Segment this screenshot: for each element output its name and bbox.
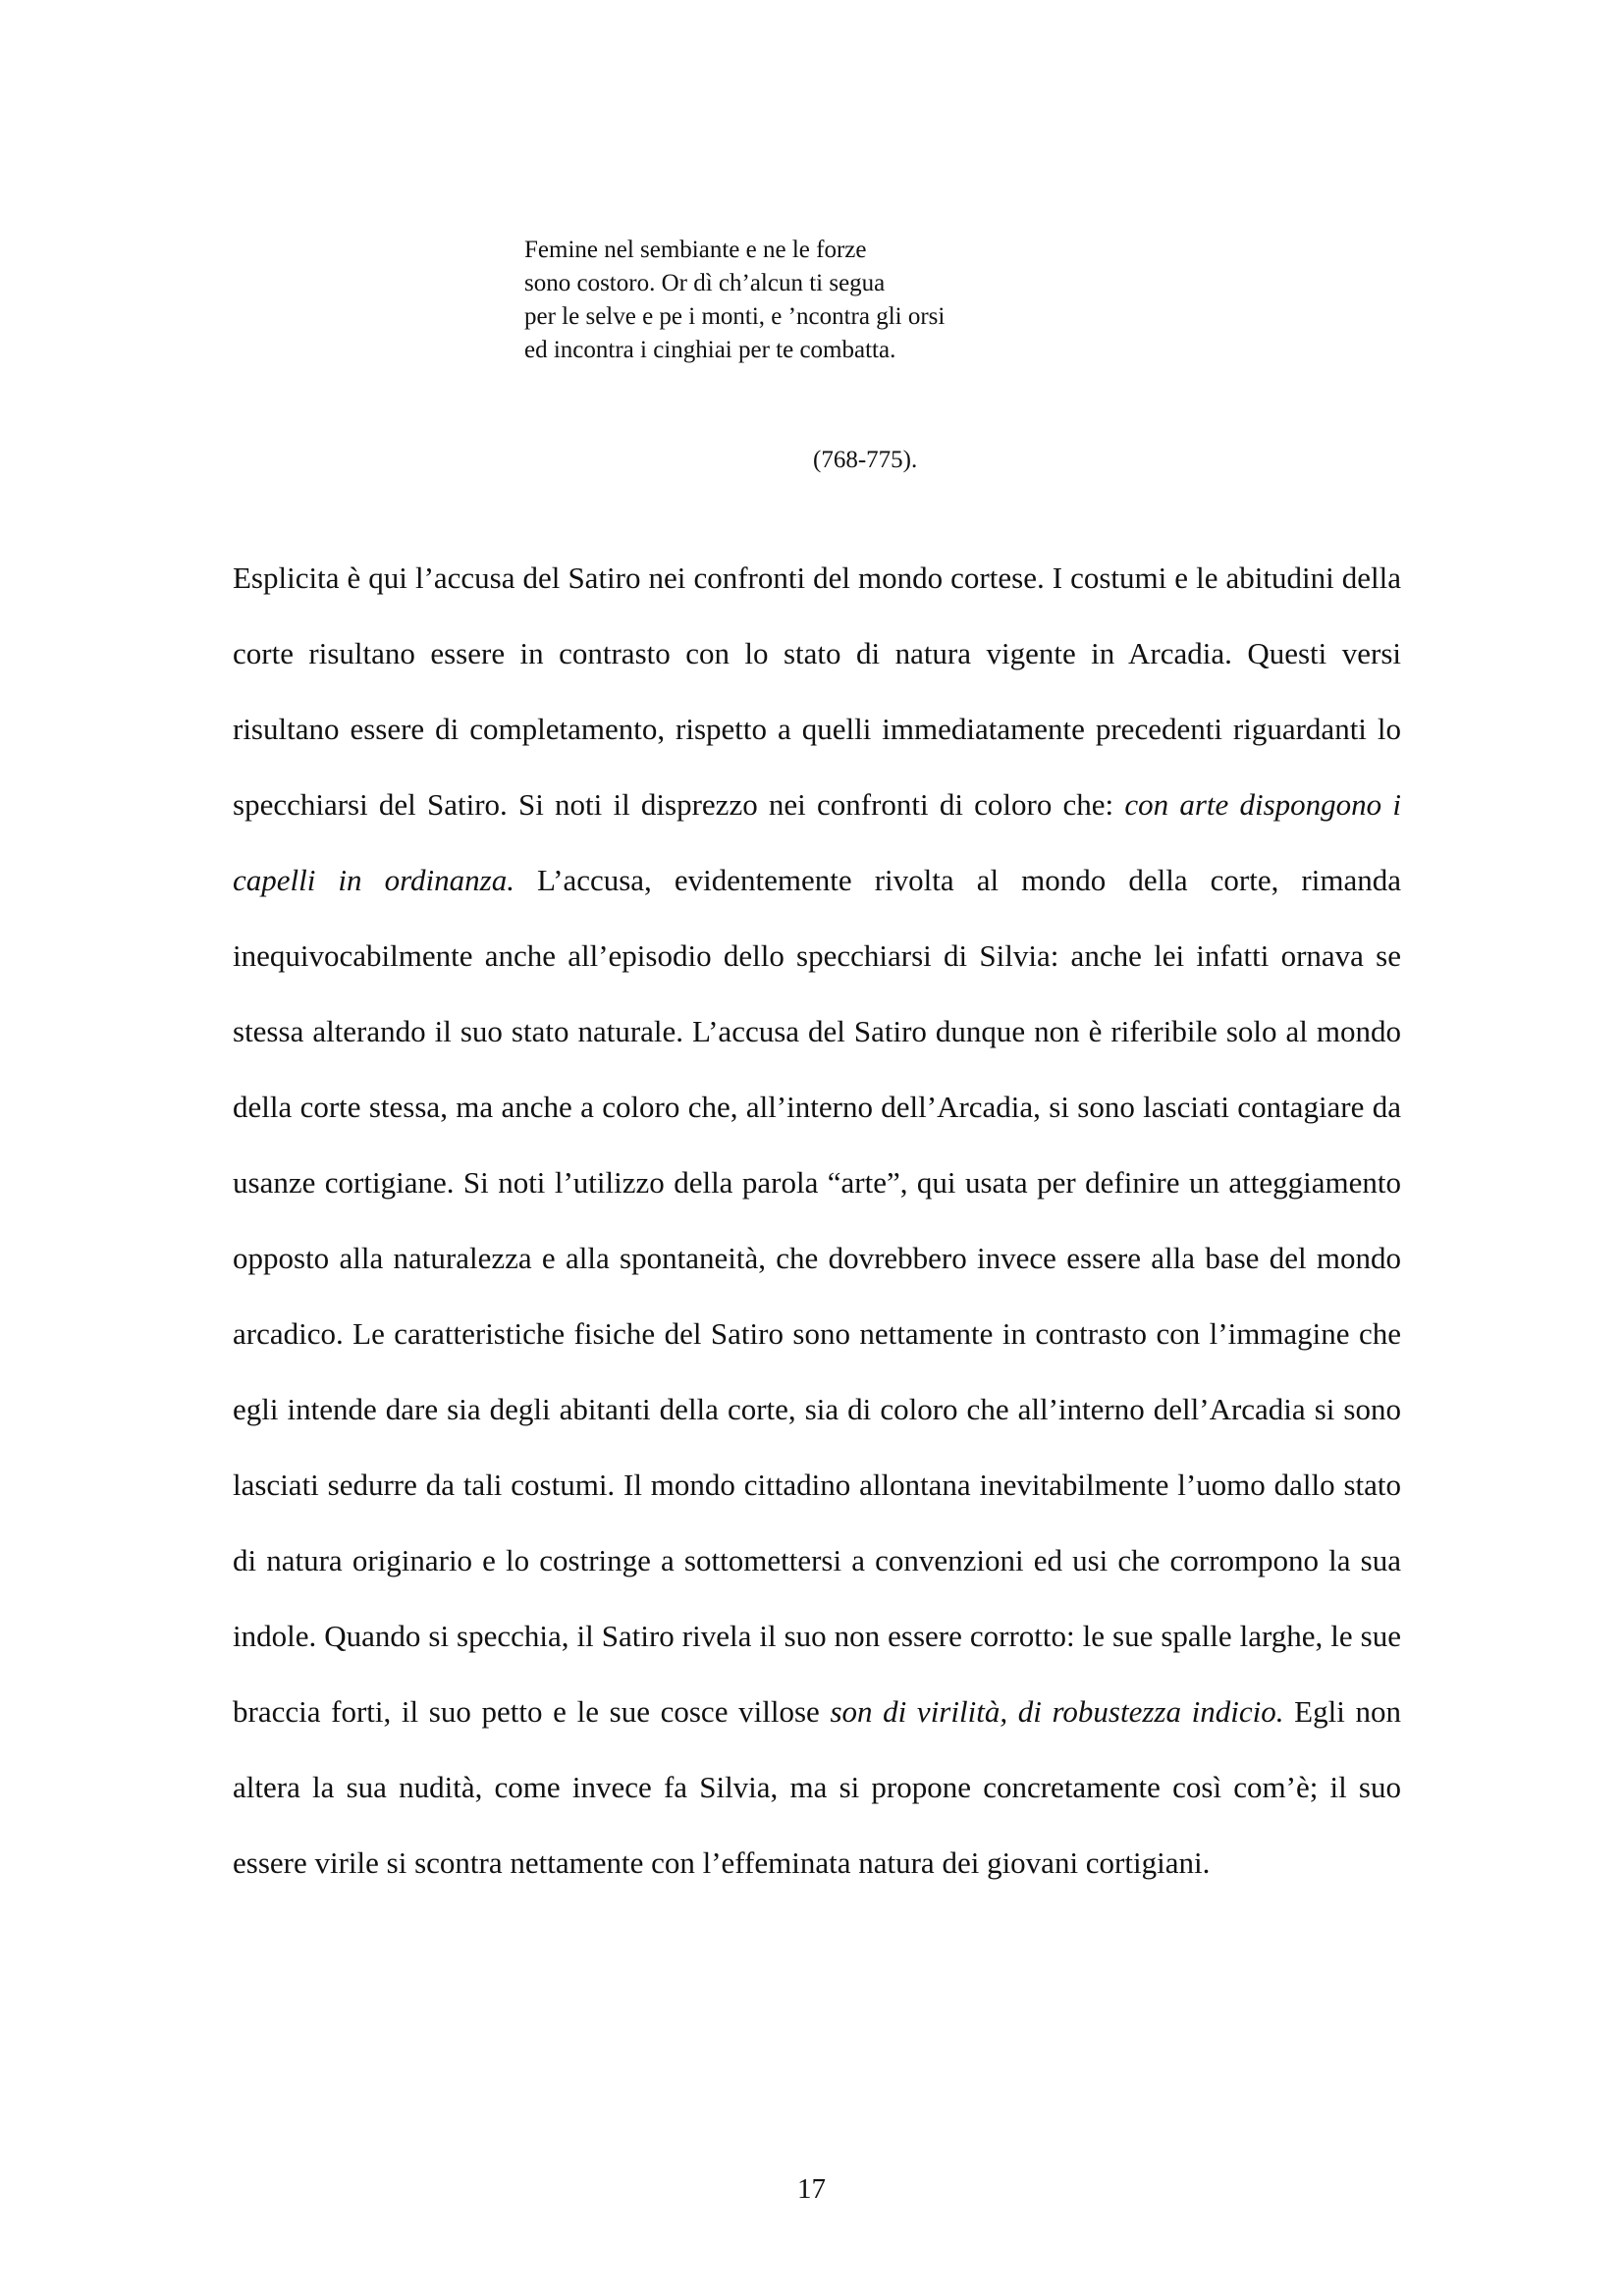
verse-line: Femine nel sembiante e ne le forze: [524, 237, 867, 263]
paragraph-text: Egli non altera la sua nudità, come invece fa Silvia, ma si propone concretamente così com’è; il suo essere virile si scontra nettamente con l’effeminata natura dei giovani cortigiani.: [233, 1694, 1401, 1880]
page-number: 17: [797, 2173, 826, 2205]
verse-line: ed incontra i cinghiai per te combatta.: [524, 337, 896, 363]
verse-citation: (768-775).: [813, 447, 918, 473]
italic-quotation: son di virilità, di robustezza indicio.: [830, 1694, 1284, 1729]
verse-line: sono costoro. Or dì ch’alcun ti segua: [524, 270, 886, 296]
body-paragraph: [233, 540, 1401, 1900]
verse-line: per le selve e pe i monti, e ’ncontra gli orsi: [524, 303, 946, 330]
paragraph-text: L’accusa, evidentemente rivolta al mondo della corte, rimanda inequivocabilmente anche all’episodio dello specchiarsi di Silvia: anche lei infatti ornava se stessa alterando il suo stato naturale. L’accusa del Satiro dunque non è riferibile solo al mondo della corte stessa, ma anche a coloro che, all’interno dell’Arcadia, si sono lasciati contagiare da usanze cortigiane. Si noti l’utilizzo della parola “arte”, qui usata per definire un atteggiamento opposto alla naturalezza e alla spontaneità, che dovrebbero invece essere alla base del mondo arcadico. Le caratteristiche fisiche del Satiro sono nettamente in contrasto con l’immagine che egli intende dare sia degli abitanti della corte, sia di coloro che all’interno dell’Arcadia si sono lasciati sedurre da tali costumi. Il mondo cittadino allontana inevitabilmente l’uomo dallo stato di natura originario e lo costringe a sottomettersi a convenzioni ed usi che corrompono la sua indole. Quando si specchia, il Satiro rivela il suo non essere corrotto: le sue spalle larghe, le sue braccia forti, il suo petto e le sue cosce villose: [233, 863, 1402, 1729]
verse-quotation: [524, 234, 945, 367]
paragraph-text: Esplicita è qui l’accusa del Satiro nei confronti del mondo cortese. I costumi e le abitudini della corte risultano essere in contrasto con lo stato di natura vigente in Arcadia. Questi versi risultano essere di completamento, rispetto a quelli immediatamente precedenti riguardanti lo specchiarsi del Satiro. Si noti il disprezzo nei confronti di coloro che:: [233, 561, 1401, 822]
italic-quotation: con arte dispongono i capelli in ordinanza.: [233, 787, 1401, 897]
